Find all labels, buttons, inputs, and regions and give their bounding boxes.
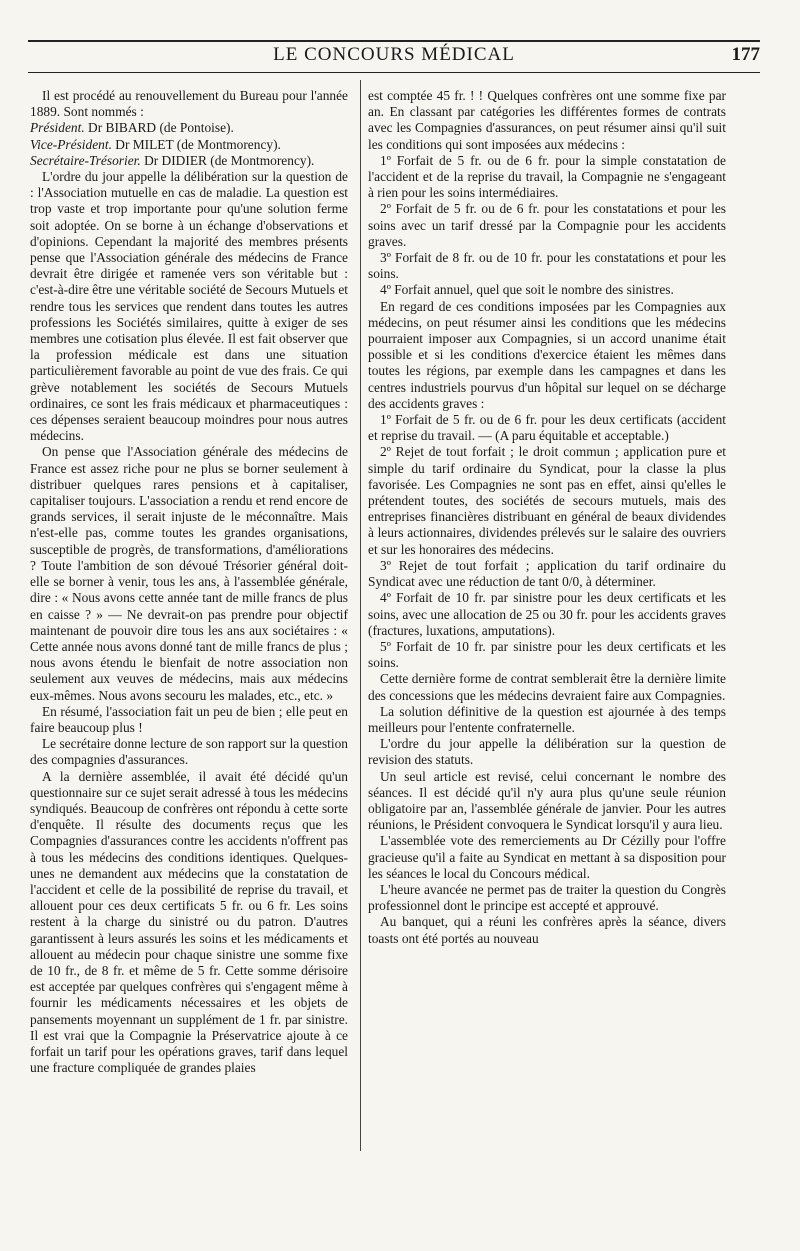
left-column: [30, 88, 348, 1076]
list-item: 4º Forfait de 10 fr. par sinistre pour les deux certificats et les soins, avec une allocation de 25 ou 30 fr. pour les accidents graves (fractures, luxations, amputations).: [368, 590, 726, 638]
paragraph: A la dernière assemblée, il avait été décidé qu'un questionnaire sur ce sujet serait adressé à tous les médecins syndiqués. Beaucoup de confrères ont répondu à cette sorte d'enquête. Il résulte des documents reçus que les Compagnies d'assurances contre les accidents n'offrent pas à tous les médecins des conditions identiques. Quelques-unes ne demandent aux médecins que la constatation de l'accident et celle de la possibilité de reprise du travail, et allouent pour ces deux certificats 5 fr. ou 6 fr. Les soins restent à la charge du sinistré ou du patron. D'autres garantissent à leurs assurés les soins et les médicaments et allouent au médecin pour chaque sinistre une somme fixe de 10 fr., de 8 fr. et même de 5 fr. Cette somme dérisoire est acceptée par quelques confrères qui s'engagent même à fournir les médicaments nécessaires et les objets de pansements moyennant un supplément de 1 fr. par sinistre. Il est vrai que la Compagnie la Préservatrice ajoute à ce forfait un tarif pour les opérations graves, tarif dans lequel une fracture compliquée de grandes plaies: [30, 768, 348, 1076]
officer-vice-president: Vice-Président. Dr MILET (de Montmorency).: [30, 136, 281, 152]
list-item: 2º Rejet de tout forfait ; le droit commun ; application pure et simple du tarif ordinaire du Syndicat, pour la classe la plus favorisée. Les Compagnies ne sont pas en effet, ainsi qu'elles le prétendent toutes, des sociétés de secours mutuels, mais des entreprises financières distribuant en général de beaux dividendes à leurs actionnaires, dividendes prélevés sur le salaire des ouvriers et sur les honoraires des médecins.: [368, 444, 726, 557]
list-item: 1º Forfait de 5 fr. ou de 6 fr. pour les deux certificats (accident et reprise du travail. — (A paru équitable et acceptable.): [368, 412, 726, 444]
column-divider: [360, 80, 361, 1151]
paragraph: La solution définitive de la question est ajournée à des temps meilleurs pour l'entente confraternelle.: [368, 703, 726, 735]
officer-president: Président. Dr BIBARD (de Pontoise).: [30, 120, 234, 136]
list-item: 3º Rejet de tout forfait ; application du tarif ordinaire du Syndicat avec une réduction de tant 0/0, à déterminer.: [368, 557, 726, 590]
paragraph: L'assemblée vote des remerciements au Dr Cézilly pour l'offre gracieuse qu'il a faite au Syndicat en mettant à sa disposition pour les séances le local du Concours médical.: [368, 833, 726, 881]
paragraph: Au banquet, qui a réuni les confrères après la séance, divers toasts ont été portés au nouveau: [368, 914, 726, 946]
paragraph: En résumé, l'association fait un peu de bien ; elle peut en faire beaucoup plus !: [30, 703, 348, 735]
paragraph: L'ordre du jour appelle la délibération sur la question de : l'Association mutuelle en cas de maladie. La question est trop vaste et trop importante pour qu'une solution ferme soit adoptée. On se borne à un échange d'observations et d'opinions. Cependant la majorité des membres présents pense que l'Association générale des médecins de France devrait être dirigée et ramenée vers son véritable but : c'est-à-dire être une véritable société de Secours Mutuels et rendre tous les services que rendent dans toutes les autres professions les Sociétés similaires, quitte à exiger de ses membres une cotisation plus élevée. Il est fait observer que la profession médicale est dans une situation particulièrement favorable au point de vue des frais. Ce qui grève notablement les sociétés de Secours Mutuels ordinaires, ce sont les frais médicaux et pharmaceutiques : ces dépenses seraient beaucoup moindres pour nous autres médecins.: [30, 169, 348, 444]
list-item: 2º Forfait de 5 fr. ou de 6 fr. pour les constatations et pour les soins avec un tarif dressé par la Compagnie pour les accidents graves.: [368, 201, 726, 249]
contract-forms-list: [368, 153, 726, 299]
page-header: [28, 42, 760, 70]
list-item: 3º Forfait de 8 fr. ou de 10 fr. pour les constatations et pour les soins.: [368, 250, 726, 282]
doctor-conditions-list: [368, 412, 726, 671]
bureau-intro: Il est procédé au renouvellement du Bureau pour l'année 1889. Sont nommés :: [30, 88, 348, 120]
right-column: [368, 88, 726, 947]
officers-list: [30, 120, 348, 169]
paragraph: L'ordre du jour appelle la délibération sur la question de revision des statuts.: [368, 736, 726, 768]
paragraph: Cette dernière forme de contrat semblerait être la dernière limite des concessions que les médecins devraient faire aux Compagnies.: [368, 671, 726, 703]
list-item: 1º Forfait de 5 fr. ou de 6 fr. pour la simple constatation de l'accident et de la reprise du travail, la Compagnie ne s'engageant à rien pour les soins intermédiaires.: [368, 152, 726, 201]
paragraph: Le secrétaire donne lecture de son rapport sur la question des compagnies d'assurances.: [30, 736, 349, 768]
list-item: 5º Forfait de 10 fr. par sinistre pour les deux certificats et les soins.: [368, 638, 726, 671]
list-item: 4º Forfait annuel, quel que soit le nombre des sinistres.: [380, 282, 674, 298]
officer-secretary-treasurer: Secrétaire-Trésorier. Dr DIDIER (de Montmorency).: [30, 152, 315, 168]
paragraph: Un seul article est revisé, celui concernant le nombre des séances. Il est décidé qu'il n'y aura plus qu'une seule réunion obligatoire par an, l'assemblée générale de janvier. Pour les autres réunions, le Président convoquera le Syndicat lorsqu'il y aura lieu.: [368, 768, 726, 833]
page-number: 177: [731, 44, 760, 65]
header-rule: [28, 72, 760, 73]
paragraph: est comptée 45 fr. ! ! Quelques confrères ont une somme fixe par an. En classant par catégories les différentes formes de contrats avec les Compagnies d'assurances, on peut résumer ainsi qu'il suit les conditions qui sont imposées aux médecins :: [368, 88, 726, 152]
paragraph: On pense que l'Association générale des médecins de France est assez riche pour ne plus se borner seulement à distribuer quelques rares pensions et à capitaliser, capitaliser toujours. L'association a rendu et rend encore de grands services, il serait injuste de le méconnaître. Mais n'est-elle pas, comme toutes les grandes organisations, susceptible de progrès, de transformations, d'améliorations ? Toute l'ambition de son dévoué Trésorier général doit-elle se borner à venir, tous les ans, à l'assemblée générale, dire : « Nous avons cette année tant de mille francs de plus en caisse ? » — Ne devrait-on pas prendre pour objectif maintenant de pouvoir dire tous les ans aux sociétaires : « Cette année nous avons donné tant de mille francs de plus ; nous avons étendu le bienfait de notre association non seulement aux veuves de médecins, mais aux médecins eux-mêmes. Nous avons secouru les malades, etc., etc. »: [30, 444, 348, 703]
paragraph: En regard de ces conditions imposées par les Compagnies aux médecins, on peut résumer ainsi les conditions que les médecins pourraient imposer aux Compagnies, si un accord unanime était possible et si les conditions d'exercice étaient les mêmes dans toutes les régions, par exemple dans les campagnes et dans les centres industriels pourvus d'un hôpital sur lequel on se décharge des accidents graves :: [368, 298, 726, 411]
paragraph: L'heure avancée ne permet pas de traiter la question du Congrès professionnel dont le principe est accepté et approuvé.: [368, 881, 726, 914]
running-title: LE CONCOURS MÉDICAL: [273, 44, 515, 65]
